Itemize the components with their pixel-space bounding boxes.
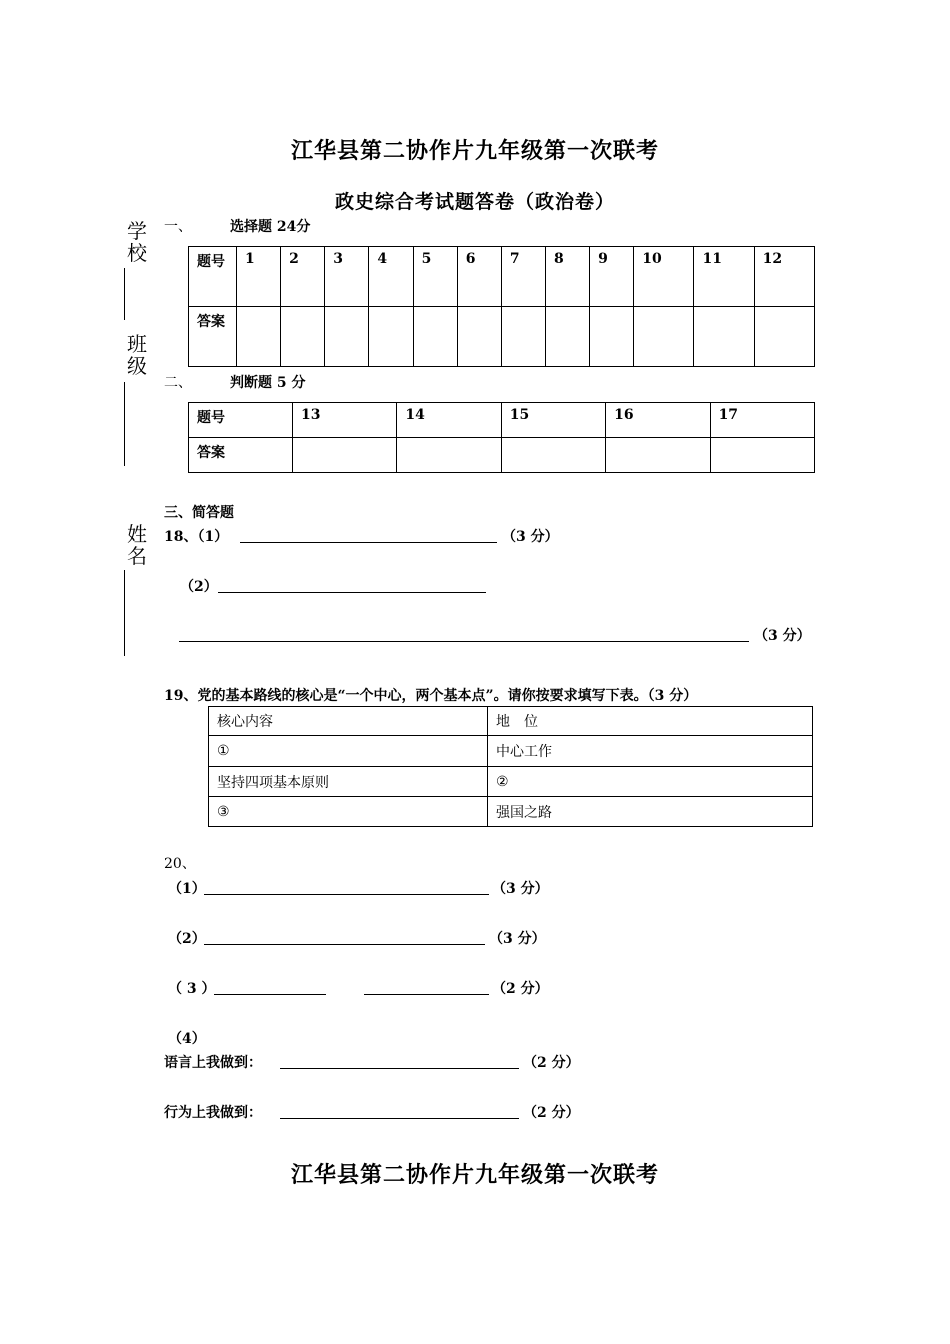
choice-number: 4 xyxy=(369,247,413,307)
page-subtitle: 政史综合考试题答卷（政治卷） xyxy=(334,191,615,213)
judgement-number: 15 xyxy=(501,403,605,438)
q18-part2-answer-line-2[interactable] xyxy=(179,641,749,642)
choice-answer-cell[interactable] xyxy=(590,307,634,367)
q20-speech-score: （2 分） xyxy=(523,1055,580,1071)
judgement-number: 17 xyxy=(710,403,814,438)
q19-cell[interactable]: ① xyxy=(209,736,488,767)
q20-part1-answer-line[interactable] xyxy=(204,894,489,895)
choice-number: 6 xyxy=(457,247,501,307)
choice-number: 7 xyxy=(501,247,545,307)
q20-action-label: 行为上我做到： xyxy=(164,1105,262,1121)
q20-part2-score: （3 分） xyxy=(489,931,546,947)
q20-part4-label: （4） xyxy=(168,1031,206,1047)
q18-part2-answer-line[interactable] xyxy=(218,592,486,593)
q20-speech-label: 语言上我做到： xyxy=(164,1055,262,1071)
choice-answer-cell[interactable] xyxy=(457,307,501,367)
q18-part1-score: （3 分） xyxy=(502,529,559,545)
choice-answer-cell[interactable] xyxy=(754,307,814,367)
choice-number: 9 xyxy=(590,247,634,307)
choice-number: 1 xyxy=(237,247,281,307)
choice-number: 8 xyxy=(545,247,589,307)
q19-header-status: 地 位 xyxy=(488,707,813,736)
q20-part2-label: （2） xyxy=(168,931,206,947)
choice-number: 11 xyxy=(694,247,754,307)
q18-part1-label: 18、（1） xyxy=(164,529,229,545)
name-line xyxy=(124,570,125,656)
judgement-number: 13 xyxy=(293,403,397,438)
choice-row-header: 题号 xyxy=(189,247,237,307)
choice-answer-cell[interactable] xyxy=(369,307,413,367)
q20-part3-answer-line-1[interactable] xyxy=(214,994,326,995)
q20-action-score: （2 分） xyxy=(523,1105,580,1121)
choice-number: 3 xyxy=(325,247,369,307)
choice-answer-cell[interactable] xyxy=(325,307,369,367)
section1-title: 选择题 24分 xyxy=(230,219,311,235)
choice-number: 10 xyxy=(634,247,694,307)
choice-number: 12 xyxy=(754,247,814,307)
judgement-answer-cell[interactable] xyxy=(293,438,397,473)
q20-speech-answer-line[interactable] xyxy=(280,1068,519,1069)
choice-answer-cell[interactable] xyxy=(281,307,325,367)
q20-part3-answer-line-2[interactable] xyxy=(364,994,489,995)
choice-answer-header: 答案 xyxy=(189,307,237,367)
judgement-number: 14 xyxy=(397,403,501,438)
choice-answer-cell[interactable] xyxy=(413,307,457,367)
section2-index: 二、 xyxy=(164,375,192,391)
section3-title: 三、简答题 xyxy=(164,505,234,521)
judgement-answer-table xyxy=(188,402,815,473)
judgement-answer-cell[interactable] xyxy=(606,438,710,473)
q18-part2-score: （3 分） xyxy=(754,628,811,644)
judgement-answer-header: 答案 xyxy=(189,438,293,473)
choice-number: 2 xyxy=(281,247,325,307)
q19-table xyxy=(208,706,813,827)
choice-answer-table xyxy=(188,246,815,367)
name-label: 姓名 xyxy=(127,522,147,568)
q20-part1-label: （1） xyxy=(168,881,206,897)
q19-cell[interactable]: ③ xyxy=(209,797,488,827)
judgement-number: 16 xyxy=(606,403,710,438)
q20-part3-score: （2 分） xyxy=(492,981,549,997)
choice-answer-cell[interactable] xyxy=(237,307,281,367)
school-label: 学校 xyxy=(127,219,147,265)
q19-cell: 中心工作 xyxy=(488,736,813,767)
q19-cell[interactable]: ② xyxy=(488,767,813,797)
q19-header-content: 核心内容 xyxy=(209,707,488,736)
choice-answer-cell[interactable] xyxy=(694,307,754,367)
q20-part2-answer-line[interactable] xyxy=(204,944,485,945)
class-line xyxy=(124,382,125,466)
judgement-answer-cell[interactable] xyxy=(397,438,501,473)
choice-number: 5 xyxy=(413,247,457,307)
q19-question: 19、党的基本路线的核心是“一个中心，两个基本点”。请你按要求填写下表。（3 分） xyxy=(164,688,698,704)
q18-part2-label: （2） xyxy=(180,579,218,595)
page-title: 江华县第二协作片九年级第一次联考 xyxy=(290,138,659,164)
footer-title: 江华县第二协作片九年级第一次联考 xyxy=(290,1162,659,1188)
q20-title: 20、 xyxy=(164,856,196,872)
q18-part1-answer-line[interactable] xyxy=(240,542,497,543)
q20-part3-label: （ 3 ） xyxy=(168,981,216,997)
section1-index: 一、 xyxy=(164,219,192,235)
choice-answer-cell[interactable] xyxy=(634,307,694,367)
choice-answer-cell[interactable] xyxy=(545,307,589,367)
q20-action-answer-line[interactable] xyxy=(280,1118,519,1119)
q19-cell: 坚持四项基本原则 xyxy=(209,767,488,797)
judgement-answer-cell[interactable] xyxy=(710,438,814,473)
class-label: 班级 xyxy=(127,332,147,378)
q20-part1-score: （3 分） xyxy=(492,881,549,897)
judgement-answer-cell[interactable] xyxy=(501,438,605,473)
judgement-row-header: 题号 xyxy=(189,403,293,438)
choice-answer-cell[interactable] xyxy=(501,307,545,367)
school-line xyxy=(124,268,125,320)
q19-cell: 强国之路 xyxy=(488,797,813,827)
section2-title: 判断题 5 分 xyxy=(230,375,306,391)
